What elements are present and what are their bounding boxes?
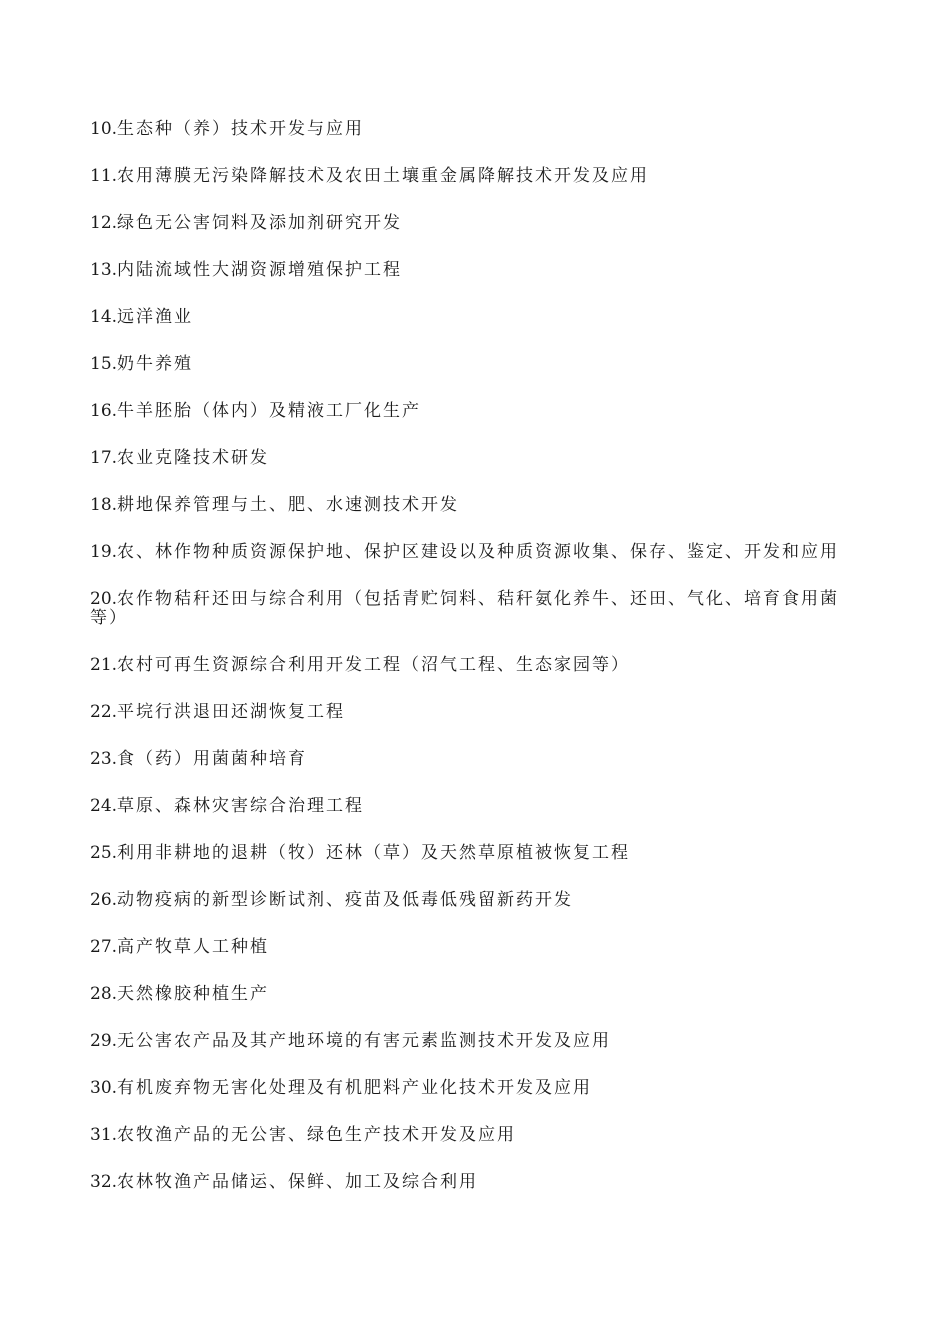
item-number: 32.: [90, 1172, 118, 1192]
list-item: [90, 1079, 860, 1098]
item-number: 20.: [90, 589, 118, 609]
item-text: 牛羊胚胎（体内）及精液工厂化生产: [117, 401, 422, 421]
item-text: 农村可再生资源综合利用开发工程（沼气工程、生态家园等）: [117, 655, 631, 675]
item-number: 13.: [90, 260, 118, 280]
list-item: [90, 543, 860, 562]
list-item: [90, 590, 860, 628]
item-text: 无公害农产品及其产地环境的有害元素监测技术开发及应用: [117, 1031, 612, 1051]
item-number: 22.: [90, 702, 118, 722]
item-text: 农用薄膜无污染降解技术及农田土壤重金属降解技术开发及应用: [117, 166, 650, 186]
list-item: [90, 449, 860, 468]
item-text: 远洋渔业: [117, 307, 194, 327]
item-text: 耕地保养管理与土、肥、水速测技术开发: [117, 495, 460, 515]
item-number: 11.: [90, 166, 118, 186]
list-item: [90, 703, 860, 722]
list-item: [90, 355, 860, 374]
item-text: 奶牛养殖: [117, 354, 194, 374]
item-number: 24.: [90, 796, 118, 816]
item-number: 28.: [90, 984, 118, 1004]
list-item: [90, 402, 860, 421]
item-text: 动物疫病的新型诊断试剂、疫苗及低毒低残留新药开发: [117, 890, 574, 910]
item-text: 农业克隆技术研发: [117, 448, 270, 468]
list-item: [90, 308, 860, 327]
item-text: 有机废弃物无害化处理及有机肥料产业化技术开发及应用: [117, 1078, 593, 1098]
list-item: [90, 750, 860, 769]
item-number: 16.: [90, 401, 118, 421]
item-text: 农、林作物种质资源保护地、保护区建设以及种质资源收集、保存、鉴定、开发和应用: [117, 542, 840, 562]
item-number: 29.: [90, 1031, 118, 1051]
item-number: 19.: [90, 542, 118, 562]
item-number: 18.: [90, 495, 118, 515]
item-number: 31.: [90, 1125, 118, 1145]
item-number: 12.: [90, 213, 118, 233]
list-item: [90, 167, 860, 186]
item-text: 天然橡胶种植生产: [117, 984, 270, 1004]
item-text: 内陆流域性大湖资源增殖保护工程: [117, 260, 403, 280]
item-number: 14.: [90, 307, 118, 327]
item-number: 10.: [90, 119, 118, 139]
item-number: 21.: [90, 655, 118, 675]
list-item: [90, 985, 860, 1004]
item-text: 农林牧渔产品储运、保鲜、加工及综合利用: [117, 1172, 479, 1192]
list-item: [90, 1126, 860, 1145]
list-item: [90, 261, 860, 280]
list-item: [90, 844, 860, 863]
item-text: 平垸行洪退田还湖恢复工程: [117, 702, 346, 722]
list-item: [90, 120, 860, 139]
item-text: 农作物秸秆还田与综合利用（包括青贮饲料、秸秆氨化养牛、还田、气化、培育食用菌等）: [90, 589, 840, 628]
item-text: 草原、森林灾害综合治理工程: [117, 796, 365, 816]
item-number: 15.: [90, 354, 118, 374]
item-number: 17.: [90, 448, 118, 468]
list-item: [90, 214, 860, 233]
list-item: [90, 891, 860, 910]
item-text: 农牧渔产品的无公害、绿色生产技术开发及应用: [117, 1125, 517, 1145]
item-number: 30.: [90, 1078, 118, 1098]
item-text: 高产牧草人工种植: [117, 937, 270, 957]
item-text: 绿色无公害饲料及添加剂研究开发: [117, 213, 403, 233]
item-number: 26.: [90, 890, 118, 910]
item-number: 27.: [90, 937, 118, 957]
list-item: [90, 797, 860, 816]
list-item: [90, 1173, 860, 1192]
item-number: 23.: [90, 749, 118, 769]
item-text: 利用非耕地的退耕（牧）还林（草）及天然草原植被恢复工程: [117, 843, 631, 863]
item-number: 25.: [90, 843, 118, 863]
item-text: 食（药）用菌菌种培育: [117, 749, 308, 769]
list-item: [90, 496, 860, 515]
list-item: [90, 938, 860, 957]
list-item: [90, 1032, 860, 1051]
list-item: [90, 656, 860, 675]
encouraged-items-list: [90, 120, 860, 1220]
item-text: 生态种（养）技术开发与应用: [117, 119, 365, 139]
